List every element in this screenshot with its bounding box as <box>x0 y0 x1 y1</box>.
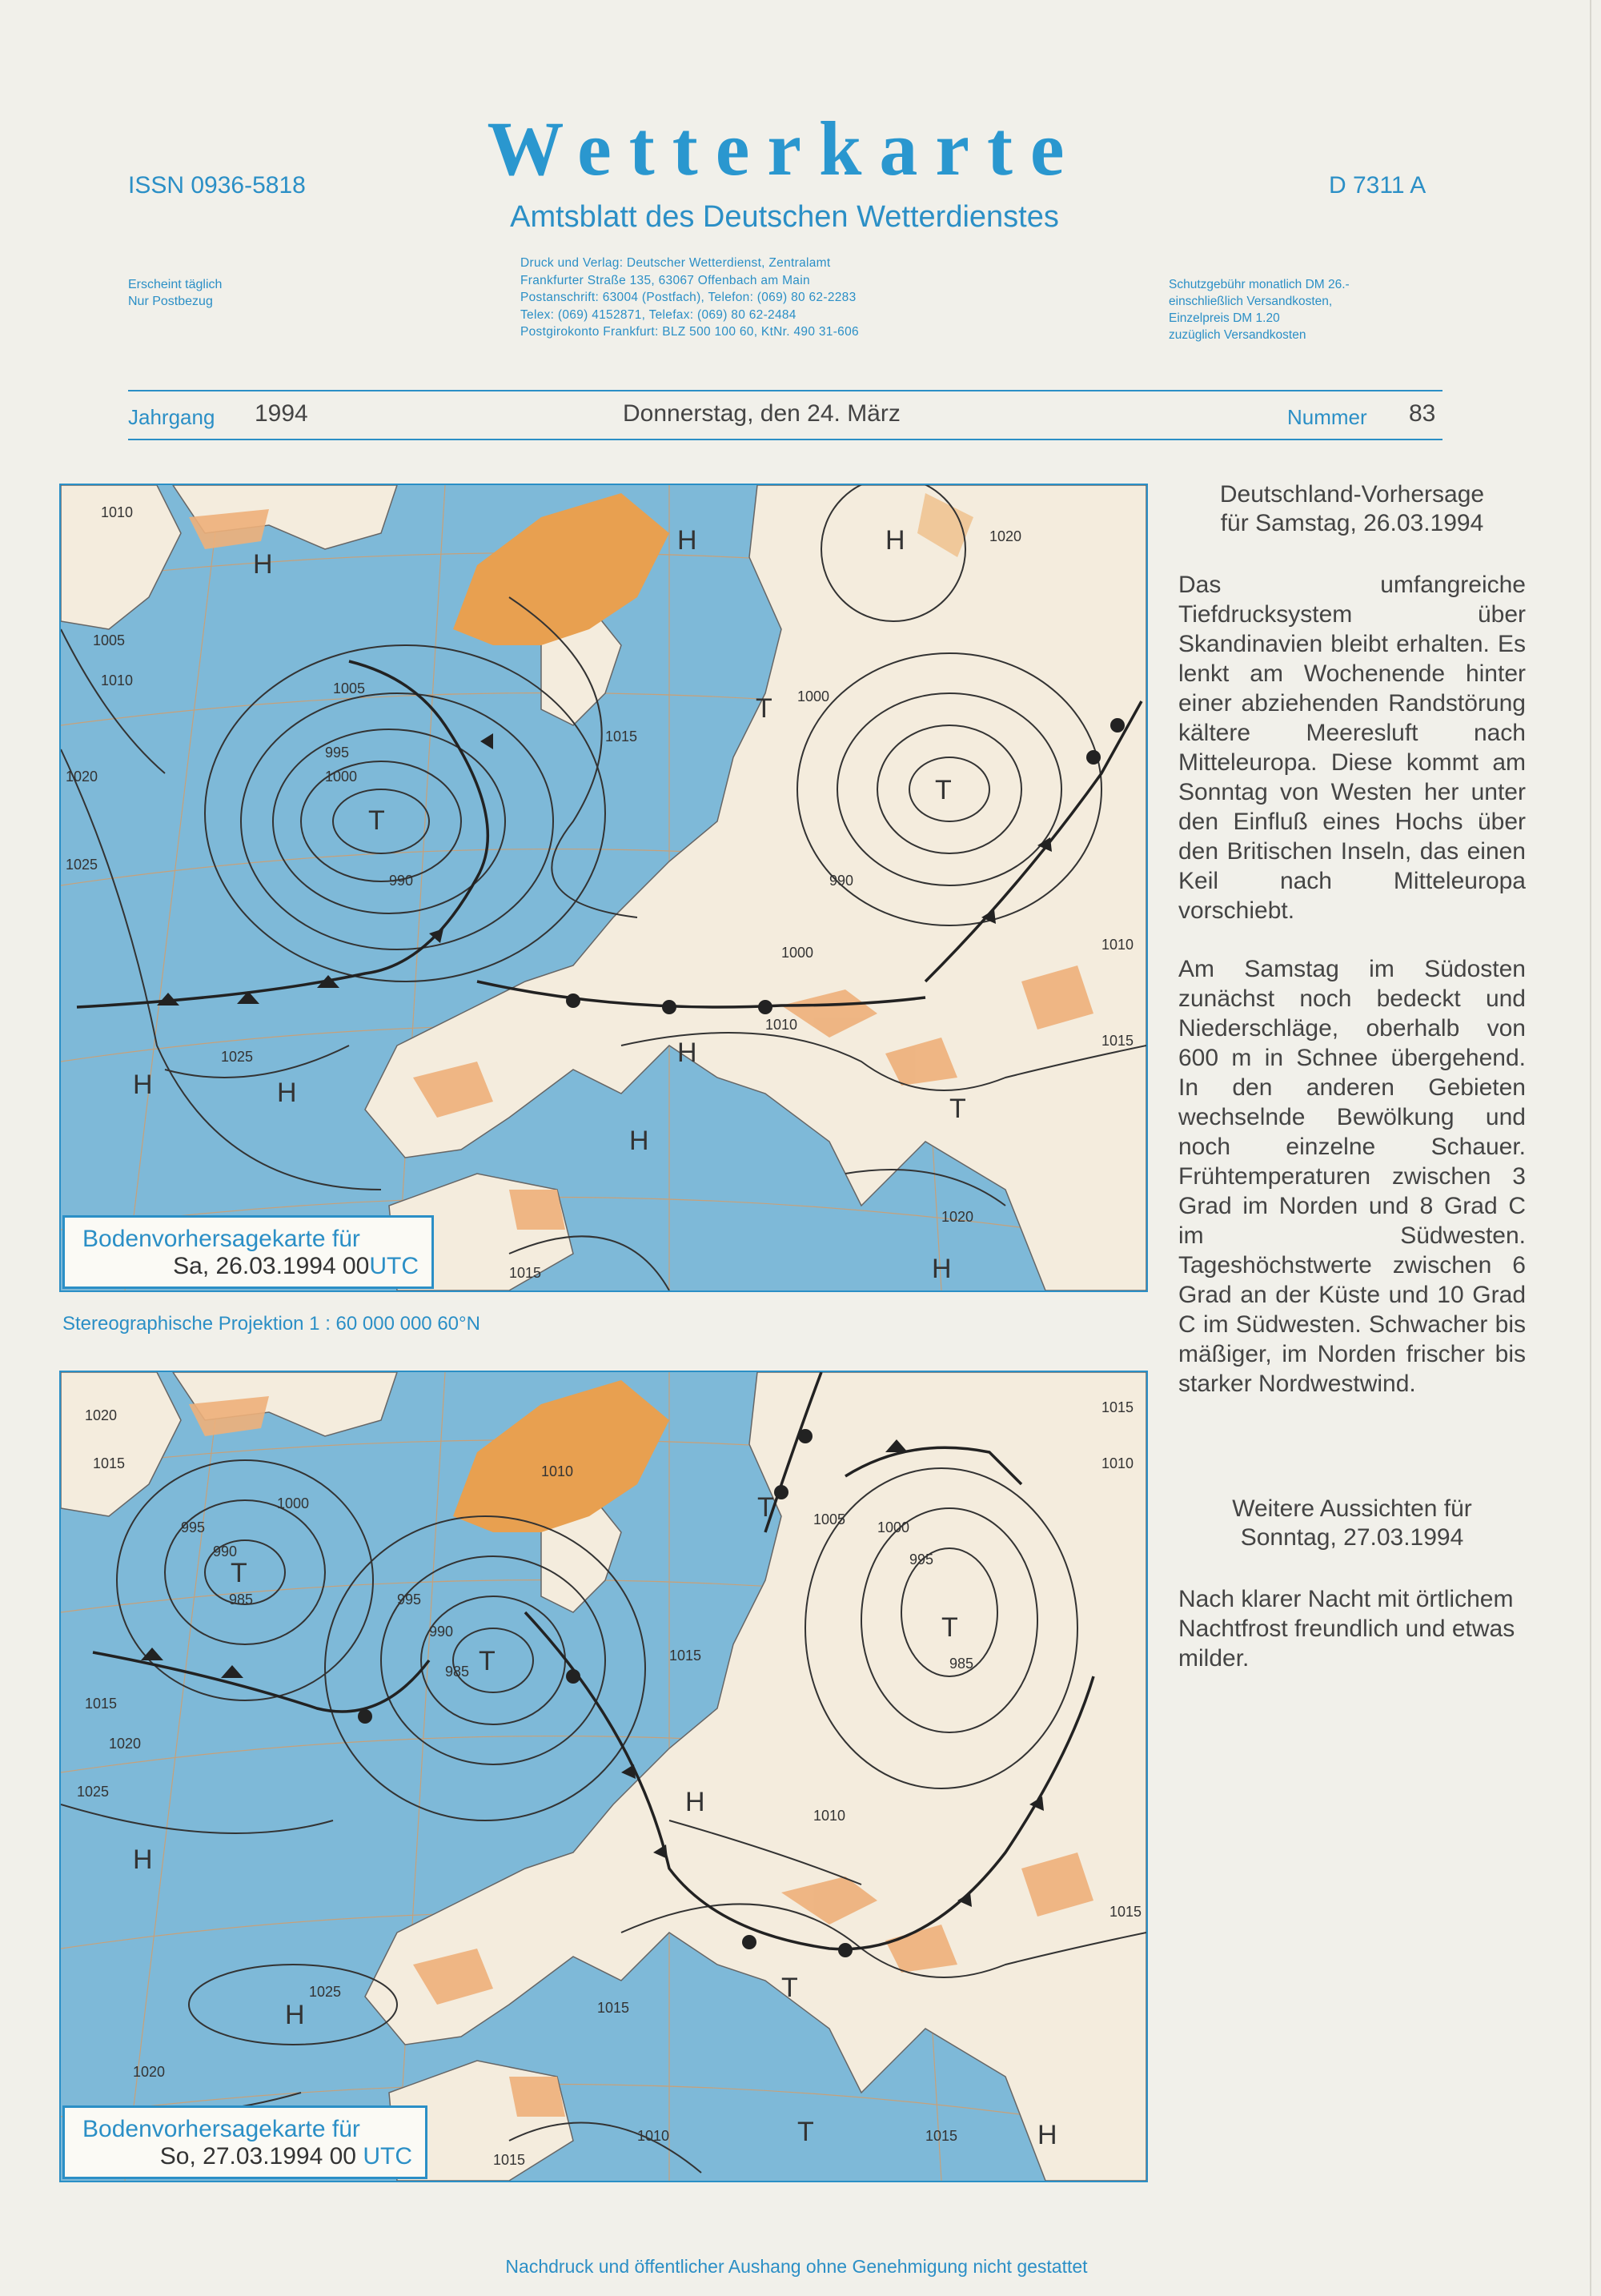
isobar-label: 990 <box>429 1624 454 1640</box>
isobar-label: 1010 <box>813 1808 846 1824</box>
forecast-paragraph: Das umfangreiche Tiefdrucksystem über Skandinavien bleibt erhalten. Es lenkt am Wochenende hinter einer abziehenden Randstörung kältere Meeresluft nach Mitteleuropa. Diese kommt am Sonntag von Westen her unter den Einfluß eines Hochs über den Britischen Inseln, das einen Keil nach Mitteleuropa vorschiebt. <box>1178 572 1526 924</box>
isobar-label: 1000 <box>877 1519 910 1535</box>
low-pressure-label: T <box>757 1492 774 1523</box>
isobar-label: 995 <box>325 745 350 761</box>
forecast-heading: Deutschland-Vorhersage für Samstag, 26.03.1994 <box>1219 481 1485 536</box>
high-pressure-label: H <box>677 525 697 556</box>
forecast-paragraph: Am Samstag im Südosten zunächst noch bedeckt und Niederschläge, oberhalb von 600 m in Schnee übergehend. In den anderen Gebieten wechselnde Bewölkung und noch einzelne Schauer. Frühtemperaturen zwischen 3 Grad im Norden und 8 Grad C im Südwesten. Tageshöchstwerte zwischen 6 Grad an der Küste und 10 Grad C im Südwesten. Schwacher bis mäßiger, im Norden frischer bis starker Nordwestwind. <box>1178 956 1526 1397</box>
isobar-label: 1025 <box>77 1784 110 1800</box>
map-caption-title: Bodenvorhersagekarte für <box>82 2116 360 2142</box>
isobar-label: 990 <box>389 873 414 889</box>
low-pressure-label: T <box>781 1973 798 2003</box>
issn-number: ISSN 0936-5818 <box>128 172 306 199</box>
imprint-block: Druck und Verlag: Deutscher Wetterdienst, Zentralamt Frankfurter Straße 135, 63067 Offenbach am Main Postanschrift: 63004 (Postfach), Telefon: (069) 80 62-2283 Telex: (069) 4152871, Telefax: (069) 80 62-2484 Postgirokonto Frankfurt: BLZ 500 100 60, KtNr. 490 31-606 <box>520 256 859 339</box>
isobar-label: 1025 <box>309 1984 342 2000</box>
high-pressure-label: H <box>685 1787 705 1817</box>
isobar-label: 1000 <box>277 1495 310 1511</box>
high-pressure-label: H <box>629 1126 649 1156</box>
isobar-label: 1005 <box>93 632 126 648</box>
frequency-note: Erscheint täglich Nur Postbezug <box>128 278 223 308</box>
isobar-label: 1010 <box>101 504 134 520</box>
isobar-label: 1005 <box>813 1511 846 1527</box>
isobar-label: 1010 <box>101 672 134 688</box>
isobar-label: 1015 <box>925 2128 958 2144</box>
isobar-label: 1020 <box>989 528 1022 544</box>
high-pressure-label: H <box>677 1038 697 1068</box>
isobar-label: 1015 <box>93 1455 126 1471</box>
low-pressure-label: T <box>756 693 772 724</box>
jahrgang-label: Jahrgang <box>128 405 215 429</box>
high-pressure-label: H <box>285 2000 305 2030</box>
isobar-label: 1010 <box>1101 937 1134 953</box>
isobar-label: 1000 <box>781 945 814 961</box>
isobar-label: 1025 <box>221 1049 254 1065</box>
forecast-column <box>1178 480 1526 1673</box>
header-bottom-rule <box>128 439 1443 440</box>
map-caption-saturday <box>62 1215 434 1289</box>
high-pressure-label: H <box>133 1070 153 1100</box>
isobar-label: 1015 <box>85 1696 118 1712</box>
low-pressure-label: T <box>479 1646 496 1676</box>
isobar-label: 1015 <box>669 1648 702 1664</box>
low-pressure-label: T <box>231 1558 247 1588</box>
isobar-label: 1015 <box>597 2000 630 2016</box>
low-pressure-label: T <box>935 775 952 805</box>
isobar-label: 1020 <box>133 2064 166 2080</box>
outlook-paragraph: Nach klarer Nacht mit örtlichem Nachtfrost freundlich und etwas milder. <box>1178 1586 1515 1672</box>
jahrgang-value: 1994 <box>255 400 308 427</box>
isobar-label: 985 <box>229 1592 254 1608</box>
forecast-map-saturday <box>59 484 1148 1292</box>
map-caption-date: Sa, 26.03.1994 00UTC <box>173 1253 419 1279</box>
forecast-map-sunday <box>59 1371 1148 2182</box>
isobar-label: 990 <box>213 1543 238 1559</box>
high-pressure-label: H <box>932 1254 952 1284</box>
isobar-label: 985 <box>445 1664 470 1680</box>
isobar-label: 1015 <box>509 1265 542 1281</box>
isobar-label: 1005 <box>333 680 366 696</box>
page-edge <box>1590 0 1591 2296</box>
low-pressure-label: T <box>949 1094 966 1124</box>
footer-note: Nachdruck und öffentlicher Aushang ohne Genehmigung nicht gestattet <box>505 2256 1088 2277</box>
high-pressure-label: H <box>1037 2120 1057 2150</box>
isobar-label: 990 <box>829 873 854 889</box>
outlook-heading: Weitere Aussichten für Sonntag, 27.03.1994 <box>1232 1495 1472 1551</box>
low-pressure-label: T <box>941 1612 958 1643</box>
page-subtitle: Amtsblatt des Deutschen Wetterdienstes <box>510 200 1059 234</box>
isobar-label: 1010 <box>765 1017 798 1033</box>
isobar-label: 1010 <box>541 1463 574 1479</box>
high-pressure-label: H <box>277 1078 297 1108</box>
isobar-label: 995 <box>181 1519 206 1535</box>
nummer-label: Nummer <box>1287 405 1367 429</box>
isobar-label: 1010 <box>637 2128 670 2144</box>
isobar-label: 1020 <box>66 769 98 785</box>
isobar-label: 1015 <box>1109 1904 1142 1920</box>
high-pressure-label: H <box>885 525 905 556</box>
high-pressure-label: H <box>253 549 273 580</box>
top-rule <box>128 390 1443 391</box>
nummer-value: 83 <box>1409 400 1436 427</box>
isobar-label: 1025 <box>66 857 98 873</box>
page-title: Wetterkarte <box>487 106 1082 191</box>
projection-note: Stereographische Projektion 1 : 60 000 000 60°N <box>62 1313 480 1335</box>
isobar-label: 1000 <box>325 769 358 785</box>
low-pressure-label: T <box>797 2117 814 2147</box>
map-caption-title: Bodenvorhersagekarte für <box>82 1226 360 1252</box>
isobar-label: 1015 <box>1101 1033 1134 1049</box>
isobar-label: 985 <box>949 1656 974 1672</box>
isobar-label: 1020 <box>941 1209 974 1225</box>
isobar-label: 1015 <box>605 729 638 745</box>
map-caption-date: So, 27.03.1994 00 UTC <box>159 2143 412 2170</box>
isobar-label: 995 <box>909 1551 934 1567</box>
isobar-label: 1020 <box>109 1736 142 1752</box>
issue-date: Donnerstag, den 24. März <box>623 400 901 427</box>
isobar-label: 1015 <box>493 2152 526 2168</box>
low-pressure-label: T <box>368 805 385 836</box>
map-caption-sunday <box>62 2105 427 2179</box>
isobar-label: 1000 <box>797 688 830 704</box>
fees-block: Schutzgebühr monatlich DM 26.- einschließlich Versandkosten, Einzelpreis DM 1.20 zuzüglich Versandkosten <box>1169 278 1350 342</box>
isobar-label: 1010 <box>1101 1455 1134 1471</box>
isobar-label: 995 <box>397 1592 422 1608</box>
high-pressure-label: H <box>133 1844 153 1875</box>
isobar-label: 1015 <box>1101 1399 1134 1415</box>
postal-number: D 7311 A <box>1329 172 1426 199</box>
isobar-label: 1020 <box>85 1407 118 1423</box>
